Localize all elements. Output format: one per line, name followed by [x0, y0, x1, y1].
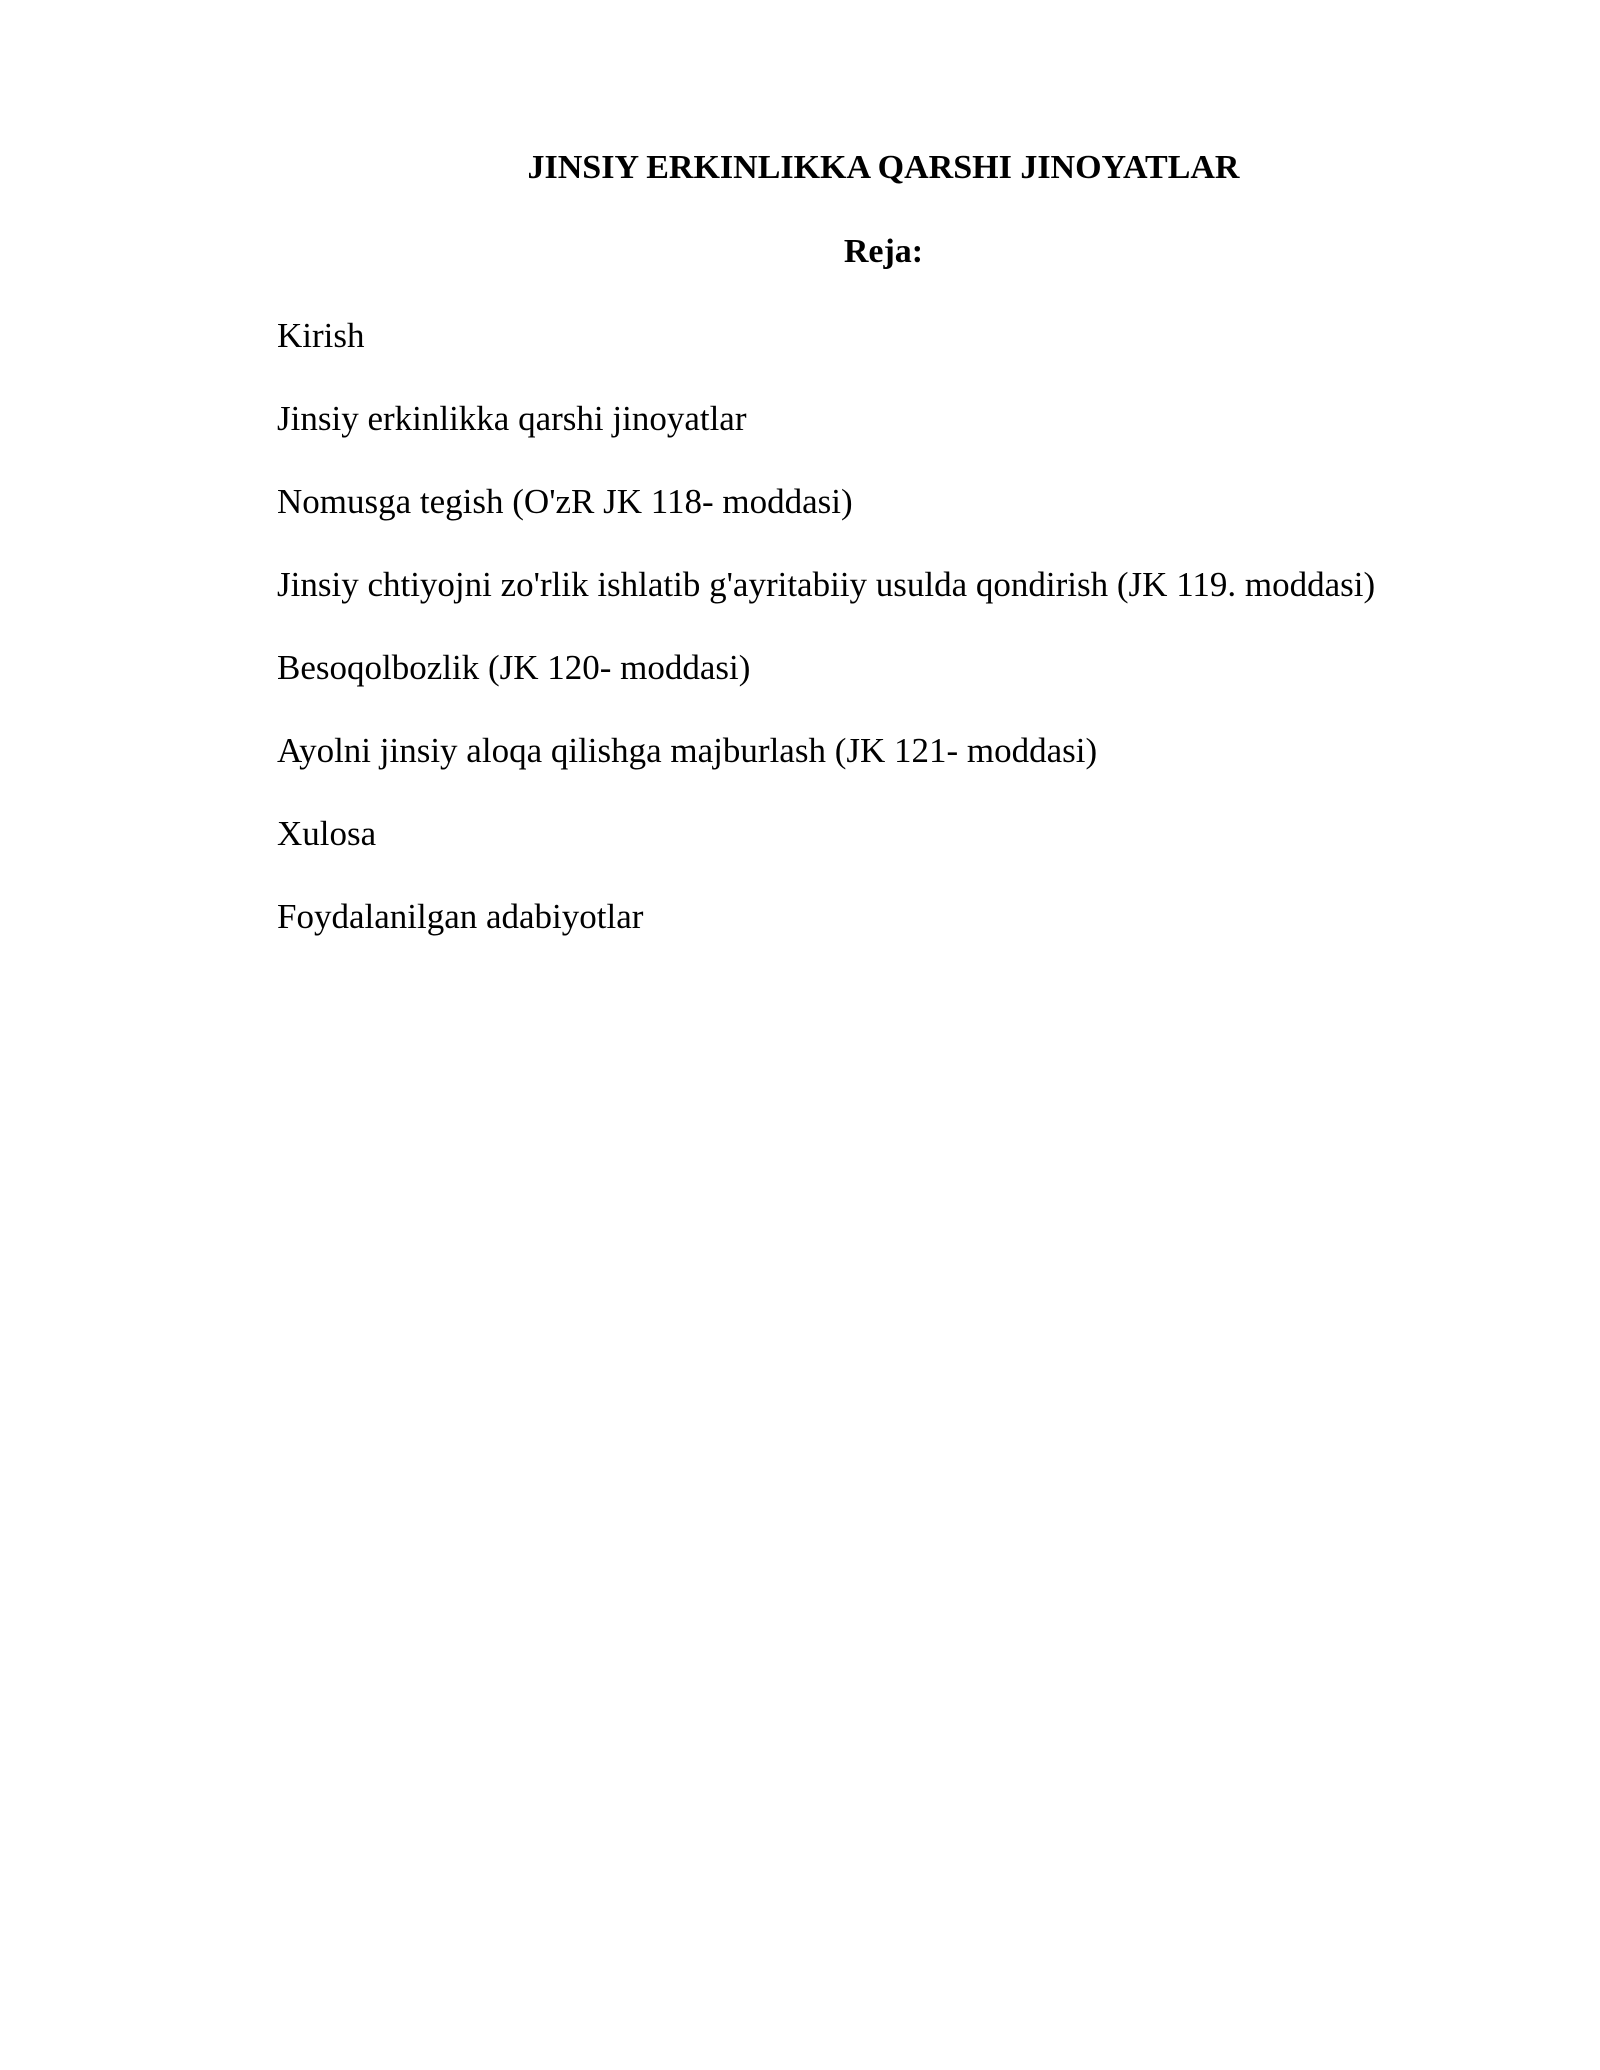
plan-item-conclusion: Xulosa: [277, 814, 377, 853]
plan-item-sexual-freedom-crimes: Jinsiy erkinlikka qarshi jinoyatlar: [277, 399, 747, 438]
plan-item-article-121: Ayolni jinsiy aloqa qilishga majburlash (JK 121- moddasi): [277, 731, 1098, 770]
plan-item-references: Foydalanilgan adabiyotlar: [277, 897, 644, 936]
plan-list: [277, 316, 1375, 980]
plan-item-article-118: Nomusga tegish (O'zR JK 118- moddasi): [277, 482, 853, 521]
plan-item-article-119: Jinsiy chtiyojni zo'rlik ishlatib g'ayritabiiy usulda qondirish (JK 119. moddasi): [277, 565, 1376, 604]
plan-heading: Reja:: [843, 233, 924, 270]
plan-item-introduction: Kirish: [277, 316, 365, 355]
plan-item-article-120: Besoqolbozlik (JK 120- moddasi): [277, 648, 751, 687]
document-title: JINSIY ERKINLIKKA QARSHI JINOYATLAR: [527, 149, 1240, 186]
